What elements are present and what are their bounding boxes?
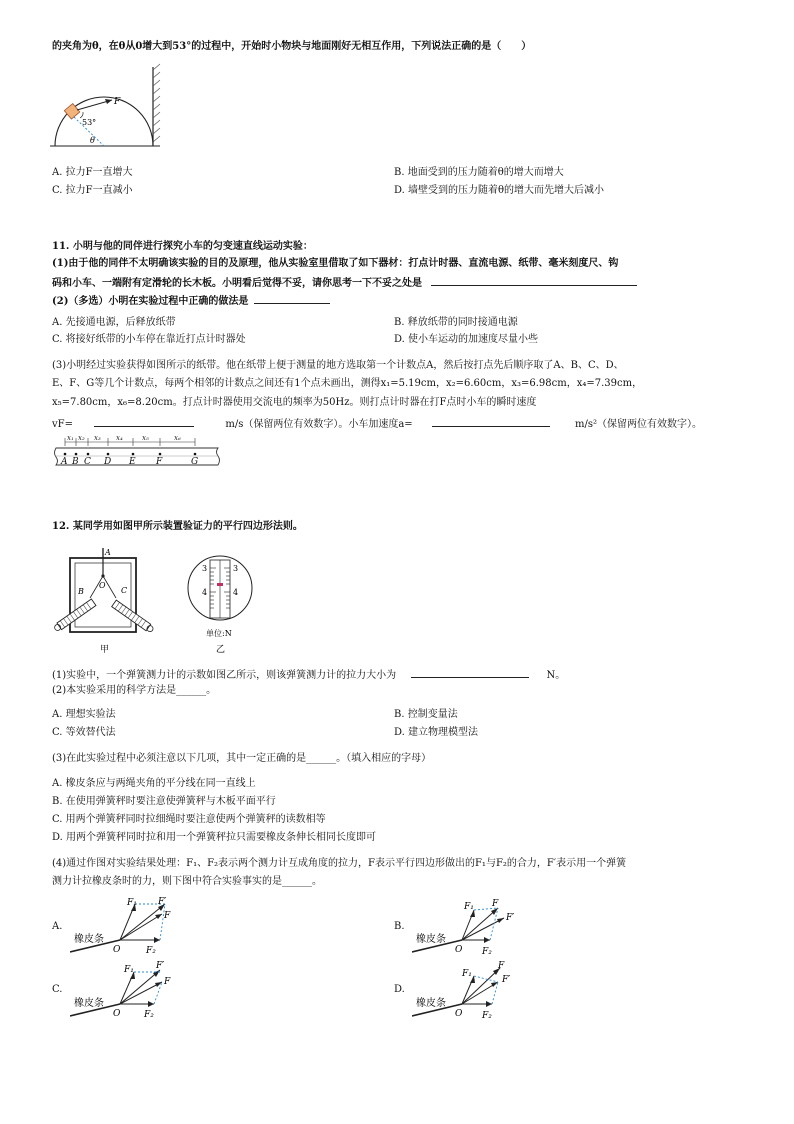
q10-force-label: F — [114, 97, 121, 107]
q12-title: 12. 某同学用如图甲所示装置验证力的平行四边形法则。 — [52, 521, 303, 532]
q11-option-a: A. 先接通电源，后释放纸带 — [52, 317, 176, 328]
diag-b-fp: F′ — [506, 913, 515, 923]
q11-vf-label: vF= — [52, 419, 73, 430]
diag-a-f2: F₂ — [146, 946, 156, 956]
tape-seg-x5: x₅ — [142, 434, 149, 442]
diag-d-rubber: 橡皮条 — [416, 998, 446, 1009]
q10-theta-label: θ — [90, 136, 95, 145]
diag-c-o: O — [113, 1009, 121, 1019]
q12-blank-1[interactable] — [411, 666, 529, 678]
yi-tick-3-left: 3 — [202, 564, 208, 573]
tape-point-d: D — [104, 457, 112, 467]
q11-vf-blank[interactable] — [94, 415, 194, 427]
diagram-c — [70, 960, 180, 1024]
q12-p4-line1: (4)通过作图对实验结果处理：F₁、F₂表示两个测力计互成角度的拉力，F表示平行四边形做出的F₁与F₂的合力，F′表示用一个弹簧 — [52, 858, 627, 869]
q11-a-unit: m/s²（保留两位有效数字）。 — [575, 419, 703, 430]
diag-b-rubber: 橡皮条 — [416, 934, 446, 945]
q12-fig-jia — [52, 546, 158, 656]
tape-point-e: E — [129, 457, 136, 467]
q12-opt2-a: A. 理想实验法 — [52, 709, 116, 720]
tape-seg-x4: x₄ — [116, 434, 123, 442]
q12-opt2-d: D. 建立物理模型法 — [394, 727, 479, 738]
q12-p1-row — [52, 666, 565, 683]
q12-p1-unit: N。 — [546, 670, 566, 681]
q11-p3-line3: x₅=7.80cm，x₆=8.20cm。打点计时器使用交流电的频率为50Hz。则打点计时器在打F点时小车的瞬时速度 — [52, 397, 537, 408]
q11-option-c: C. 将接好纸带的小车停在靠近打点计时器处 — [52, 334, 246, 345]
q11-p1-line2-row — [52, 274, 637, 291]
q12-p3: (3)在此实验过程中必须注意以下几项，其中一定正确的是______。（填入相应的字母） — [52, 753, 432, 764]
q11-title: 11. 小明与他的同伴进行探究小车的匀变速直线运动实验： — [52, 241, 313, 252]
jia-label-o: O — [99, 581, 106, 590]
tape-seg-x6: x₆ — [174, 434, 181, 442]
tape-point-b: B — [72, 457, 79, 467]
tape-seg-x3: x₃ — [94, 434, 101, 442]
q11-option-b: B. 释放纸带的同时接通电源 — [394, 317, 518, 328]
tape-seg-x1: x₁ — [67, 434, 74, 442]
q12-opt2-b: B. 控制变量法 — [394, 709, 458, 720]
yi-tick-3-right: 3 — [233, 564, 239, 573]
diag-a-f1: F₁ — [127, 898, 137, 908]
diag-a-rubber: 橡皮条 — [74, 934, 104, 945]
q11-option-d: D. 使小车运动的加速度尽量小些 — [394, 334, 539, 345]
diag-a-f: F — [164, 911, 171, 921]
q10-option-d: D. 墙壁受到的压力随着θ的增大而先增大后减小 — [394, 185, 605, 196]
q11-a-blank[interactable] — [432, 415, 550, 427]
q12-opt3-b: B. 在使用弹簧秤时要注意使弹簧秤与木板平面平行 — [52, 796, 276, 807]
diag-c-fp: F′ — [156, 961, 165, 971]
q12-p1: (1)实验中，一个弹簧测力计的示数如图乙所示，则该弹簧测力计的拉力大小为 — [52, 670, 397, 681]
yi-tick-4-left: 4 — [202, 588, 208, 597]
diag-c-f1: F₁ — [124, 965, 134, 975]
q11-p2-row — [52, 292, 330, 309]
diag-c-rubber: 橡皮条 — [74, 998, 104, 1009]
q12-p2: (2)本实验采用的科学方法是______。 — [52, 685, 217, 696]
jia-label-b: B — [78, 587, 84, 596]
diag-d-f: F — [498, 961, 505, 971]
jia-label-a: A — [105, 548, 111, 557]
diag-a-fp: F′ — [158, 897, 167, 907]
diag-a-o: O — [113, 945, 121, 955]
q11-p3-line1: (3)小明经过实验获得如图所示的纸带。他在纸带上便于测量的地方选取第一个计数点A，然后按打点先后顺序取了A、B、C、D、 — [52, 360, 624, 371]
q10-option-a: A. 拉力F一直增大 — [52, 167, 133, 178]
q12-opt3-d: D. 用两个弹簧秤同时拉和用一个弹簧秤拉只需要橡皮条伸长相同长度即可 — [52, 832, 377, 843]
yi-tick-4-right: 4 — [233, 588, 239, 597]
jia-caption: 甲 — [100, 645, 110, 655]
q11-p2: (2)（多选）小明在实验过程中正确的做法是 — [52, 296, 249, 307]
tape-point-a: A — [61, 457, 68, 467]
q11-p3-line4 — [52, 415, 702, 432]
diag-d-o: O — [455, 1009, 463, 1019]
diagram-letter-a: A. — [52, 921, 63, 932]
q12-opt2-c: C. 等效替代法 — [52, 727, 116, 738]
diag-b-f: F — [492, 899, 499, 909]
diagram-letter-b: B. — [394, 921, 405, 932]
q11-blank-1[interactable] — [431, 274, 637, 286]
diag-d-f1: F₁ — [462, 969, 472, 979]
diag-d-f2: F₂ — [482, 1011, 492, 1021]
diag-c-f2: F₂ — [144, 1010, 154, 1020]
q10-option-b: B. 地面受到的压力随着θ的增大而增大 — [394, 167, 564, 178]
q12-opt3-a: A. 橡皮条应与两绳夹角的平分线在同一直线上 — [52, 778, 256, 789]
diag-b-f1: F₁ — [464, 902, 474, 912]
yi-caption: 乙 — [216, 645, 226, 655]
tape-point-f: F — [156, 457, 163, 467]
diagram-a — [70, 896, 180, 960]
diag-d-fp: F′ — [502, 975, 511, 985]
tape-point-g: G — [191, 457, 199, 467]
q10-figure — [50, 62, 170, 152]
q11-p1-line2: 码和小车、一端附有定滑轮的长木板。小明看后觉得不妥，请你思考一下不妥之处是 — [52, 278, 422, 289]
diag-b-f2: F₂ — [482, 947, 492, 957]
q10-stem: 的夹角为θ，在θ从0增大到53°的过程中，开始时小物块与地面刚好无相互作用，下列说法正确的是（ ） — [52, 41, 532, 52]
q12-opt3-c: C. 用两个弹簧秤同时拉细绳时要注意使两个弹簧秤的读数相等 — [52, 814, 326, 825]
q10-option-c: C. 拉力F一直减小 — [52, 185, 133, 196]
diag-b-o: O — [455, 945, 463, 955]
diagram-d — [412, 960, 522, 1024]
diagram-b — [412, 896, 522, 960]
tape-point-c: C — [84, 457, 91, 467]
q11-blank-2[interactable] — [254, 292, 330, 304]
q11-p3-line2: E、F、G等几个计数点，每两个相邻的计数点之间还有1个点未画出，测得x₁=5.19cm，x₂=6.60cm，x₃=6.98cm，x₄=7.39cm， — [52, 378, 643, 389]
q11-p1-line1: (1)由于他的同伴不太明确该实验的目的及原理，他从实验室里借取了如下器材：打点计时器、直流电源、纸带、毫米刻度尺、钩 — [52, 258, 619, 269]
diag-c-f: F — [164, 977, 171, 987]
tape-seg-x2: x₂ — [78, 434, 85, 442]
jia-label-c: C — [121, 586, 128, 595]
q12-fig-yi — [180, 548, 260, 658]
q10-angle-label: 53° — [82, 118, 97, 127]
q11-tape-figure — [52, 432, 222, 476]
q12-p4-line2: 测力计拉橡皮条时的力，则下图中符合实验事实的是______。 — [52, 876, 322, 887]
diagram-letter-c: C. — [52, 984, 63, 995]
diagram-letter-d: D. — [394, 984, 405, 995]
q11-vf-unit: m/s（保留两位有效数字）。小车加速度a= — [225, 419, 413, 430]
yi-unit: 单位:N — [206, 629, 232, 638]
